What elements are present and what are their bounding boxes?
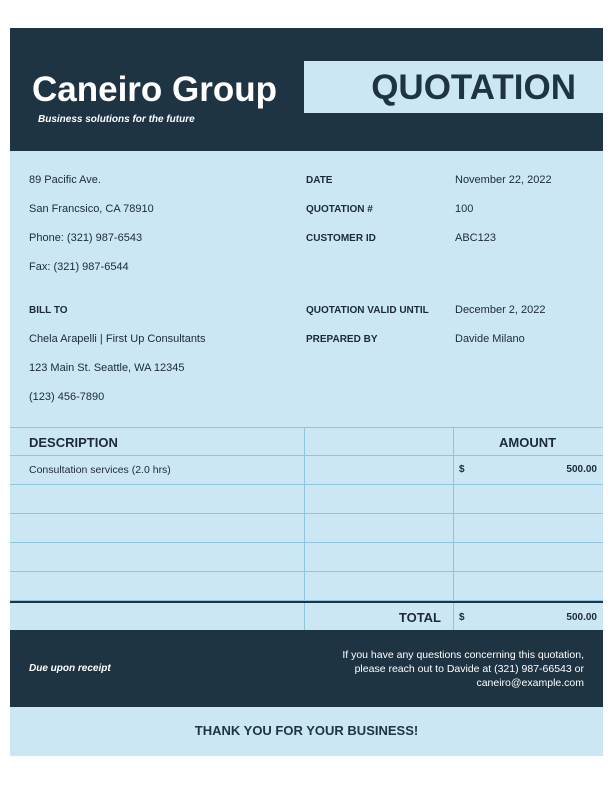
footer-bar [10,630,603,707]
column-header-description: DESCRIPTION [29,435,118,450]
customer-id-value: ABC123 [455,232,496,244]
bill-to-label: BILL TO [29,305,68,316]
customer-id-label: CUSTOMER ID [306,233,376,244]
header-bar [10,28,603,151]
contact-email: caneiro@example.com [476,677,584,689]
total-amount: 500.00 [566,612,597,623]
table-row [10,572,603,601]
company-tagline: Business solutions for the future [38,114,195,125]
valid-until-value: December 2, 2022 [455,304,546,316]
thank-you-message: THANK YOU FOR YOUR BUSINESS! [194,723,419,738]
company-name: Caneiro Group [32,70,278,109]
total-currency: $ [459,612,465,623]
company-fax: Fax: (321) 987-6544 [29,261,129,273]
company-street: 89 Pacific Ave. [29,174,101,186]
payment-terms: Due upon receipt [29,663,111,674]
line-items-table [10,427,603,631]
total-row [10,601,603,631]
company-city: San Francsico, CA 78910 [29,203,154,215]
table-header-row [10,427,603,456]
prepared-by-value: Davide Milano [455,333,525,345]
quote-number-value: 100 [455,203,474,215]
contact-line: please reach out to Davide at (321) 987-66543 or [354,663,584,675]
column-header-amount: AMOUNT [499,435,557,450]
table-row [10,514,603,543]
bill-to-name: Chela Arapelli | First Up Consultants [29,333,206,345]
item-amount: 500.00 [566,464,597,475]
company-phone: Phone: (321) 987-6543 [29,232,143,244]
contact-note [284,648,584,690]
total-label: TOTAL [398,610,441,625]
item-currency: $ [459,464,465,475]
quote-number-label: QUOTATION # [306,204,373,215]
document-title: QUOTATION [371,68,576,107]
table-row [10,543,603,572]
bill-to-address: 123 Main St. Seattle, WA 12345 [29,362,185,374]
bill-to-phone: (123) 456-7890 [29,391,105,403]
prepared-by-label: PREPARED BY [306,334,378,345]
table-row [10,456,603,485]
valid-until-label: QUOTATION VALID UNTIL [306,305,429,316]
contact-line: If you have any questions concerning this quotation, [342,649,584,661]
title-box [304,61,603,113]
item-description: Consultation services (2.0 hrs) [29,464,171,476]
date-label: DATE [306,175,333,186]
quotation-sheet [10,28,603,756]
date-value: November 22, 2022 [455,174,552,186]
table-row [10,485,603,514]
